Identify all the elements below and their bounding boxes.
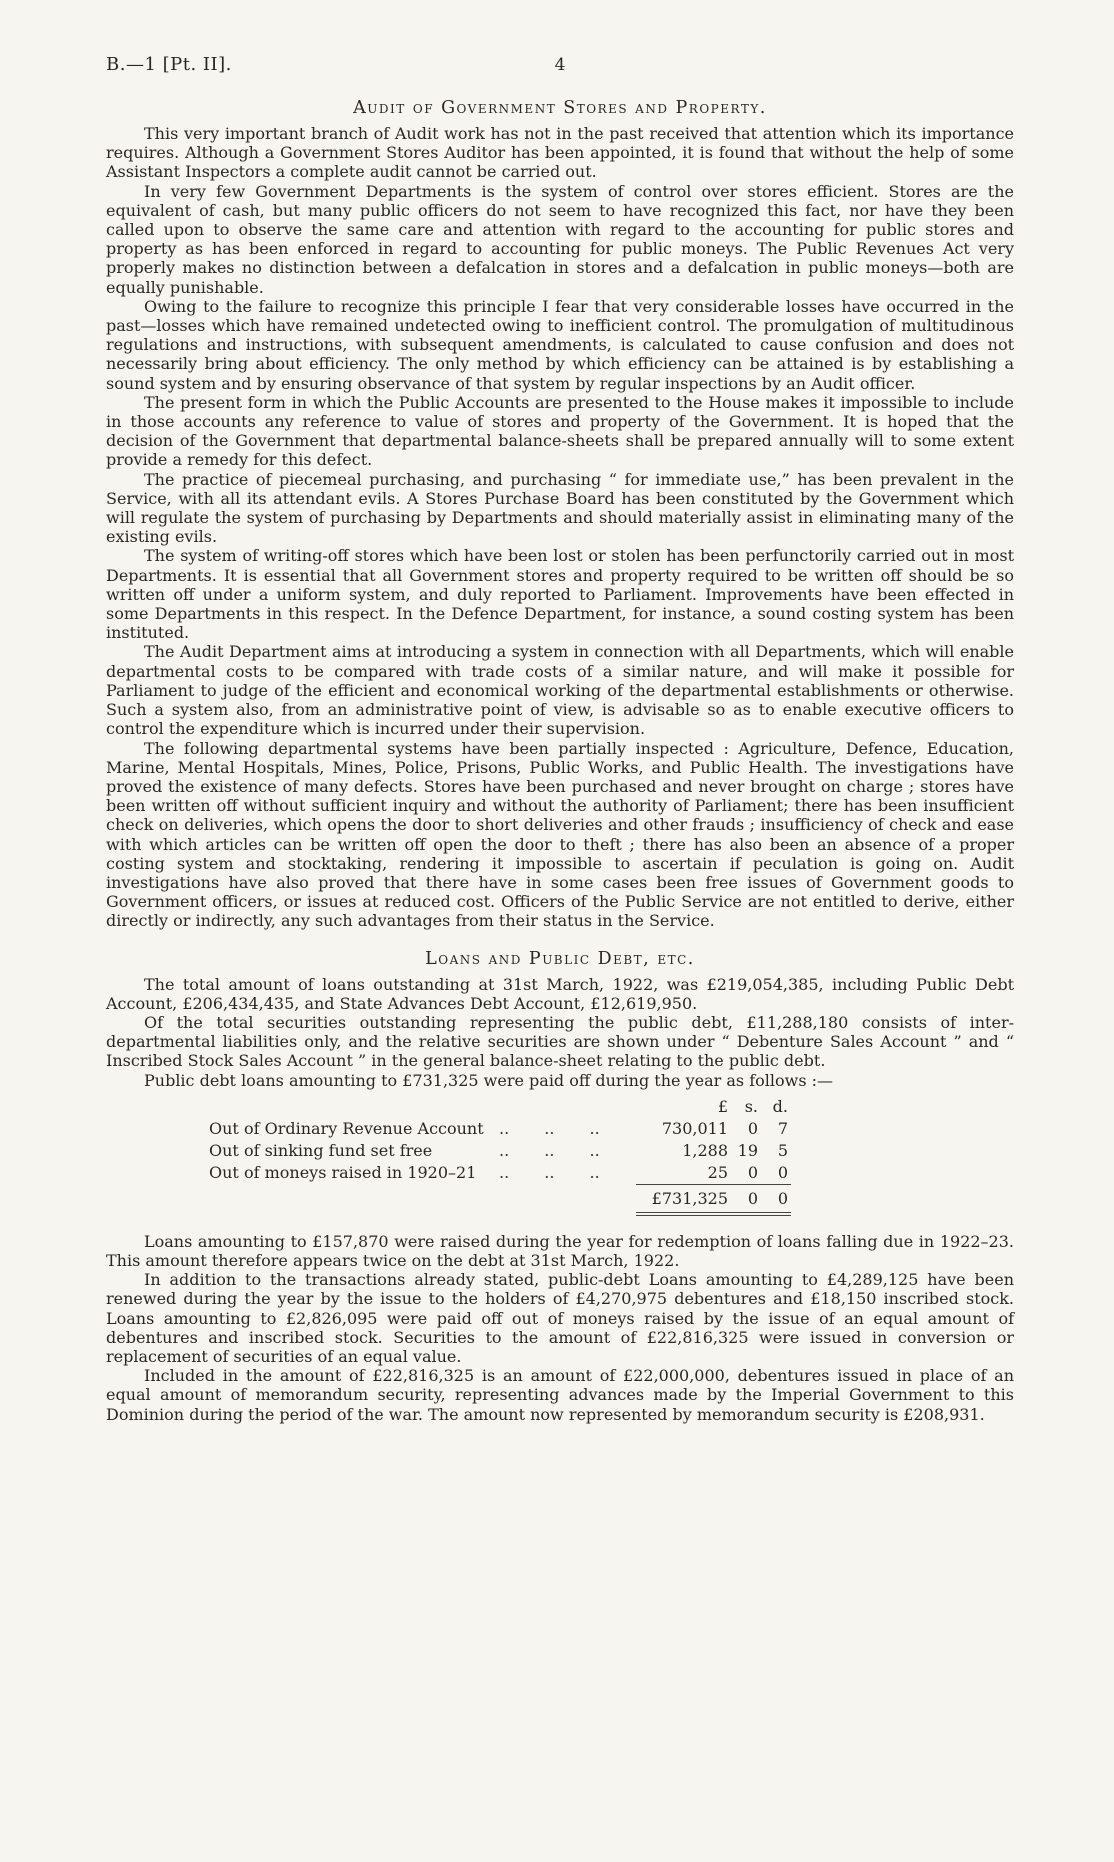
table-header-row <box>206 1096 791 1118</box>
amount-pounds: 25 <box>707 1162 728 1182</box>
column-header-pence: d. <box>772 1096 788 1116</box>
paragraph: Included in the amount of £22,816,325 is an amount of £22,000,000, debentures issued in place of an equal amount of memorandum security, representing advances made by the Imperial Government to this Dominion during the period of the war. The amount now represented by memorandum security is £208,931. <box>106 1366 1014 1424</box>
paragraph: Public debt loans amounting to £731,325 were paid off during the year as follows :— <box>144 1070 833 1090</box>
leader-dots: .. .. .. <box>499 1163 600 1183</box>
amount-pence: 7 <box>777 1118 788 1138</box>
spacer-cell <box>496 1184 636 1214</box>
section-heading-loans: Loans and Public Debt, etc. <box>425 948 695 969</box>
table-total-row <box>206 1184 791 1214</box>
row-label: Out of moneys raised in 1920–21 <box>209 1163 477 1183</box>
amount-pence: 5 <box>777 1140 788 1160</box>
total-shillings: 0 <box>731 1184 761 1214</box>
amount-shillings: 0 <box>747 1118 758 1138</box>
paragraph: Loans amounting to £157,870 were raised during the year for redemption of loans falling due in 1922–23. This amount therefore appears twice on the debt at 31st March, 1922. <box>106 1231 1014 1270</box>
total-pence: 0 <box>761 1184 791 1214</box>
doc-reference: B.—1 [Pt. II]. <box>106 54 232 75</box>
leader-dots: .. .. .. <box>499 1140 600 1160</box>
table-row <box>206 1118 791 1140</box>
paragraph: In addition to the transactions already stated, public-debt Loans amounting to £4,289,125 have been renewed during the year by the issue to the holders of £4,270,975 debentures and £18,150 inscribed stock. Loans amounting to £2,826,095 were paid off out of moneys raised by the issue of an equal amount of debentures and inscribed stock. Securities to the amount of £22,816,325 were issued in conversion or replacement of securities of an equal value. <box>106 1270 1014 1366</box>
amount-pounds: 730,011 <box>661 1118 728 1138</box>
paragraph: The practice of piecemeal purchasing, and purchasing “ for immediate use,” has been prevalent in the Service, with all its attendant evils. A Stores Purchase Board has been constituted by the Government which will regulate the system of purchasing by Departments and should materially assist in eliminating many of the existing evils. <box>106 469 1014 547</box>
paragraph: Of the total securities outstanding representing the public debt, £11,288,180 consists of inter-departmental liabilities only, and the relative securities are shown under “ Debenture Sales Account ” and “ Inscribed Stock Sales Account ” in the general balance-sheet relating to the public debt. <box>106 1012 1014 1071</box>
paragraph: In very few Government Departments is the system of control over stores efficient. Stores are the equivalent of cash, but many public officers do not seem to have recognized this fact, nor have they been called upon to observe the same care and attention with regard to the accounting for public stores and property as has been enforced in regard to accounting for public moneys. The Public Revenues Act very properly makes no distinction between a defalcation in stores and a defalcation in public moneys—both are equally punishable. <box>106 181 1014 297</box>
paragraph: The present form in which the Public Accounts are presented to the House makes it impossible to include in those accounts any reference to value of stores and property of the Government. It is hoped that the decision of the Government that departmental balance-sheets shall be prepared annually will to some extent provide a remedy for this defect. <box>106 392 1014 470</box>
table-row <box>206 1140 791 1162</box>
page-header <box>106 54 1014 88</box>
amount-pence: 0 <box>777 1162 788 1182</box>
leader-dots: .. .. .. <box>499 1118 600 1138</box>
section-heading-stores: Audit of Government Stores and Property. <box>353 98 767 118</box>
paragraph: The following departmental systems have been partially inspected : Agriculture, Defence, Education, Marine, Mental Hospitals, Mines, Police, Prisons, Public Works, and Public Health. The investigations have proved the existence of many defects. Stores have been purchased and never brought on charge ; stores have been written off without sufficient inquiry and without the authority of Parliament; there has been insufficient check on deliveries, which opens the door to short deliveries and other frauds ; insufficiency of check and ease with which articles can be written off open the door to theft ; there has also been an absence of a proper costing system and stocktaking, rendering it impossible to ascertain if peculation is going on. Audit investigations have also proved that there have in some cases been free issues of Government goods to Government officers, or issues at reduced cost. Officers of the Public Service are not entitled to derive, either directly or indirectly, any such advantages from their status in the Service. <box>106 738 1014 931</box>
column-header-shillings: s. <box>744 1096 758 1116</box>
page-number: 4 <box>554 55 566 75</box>
spacer-cell <box>496 1096 636 1118</box>
row-label: Out of sinking fund set free <box>209 1140 433 1160</box>
amount-pounds: 1,288 <box>682 1140 728 1160</box>
column-header-pounds: £ <box>717 1096 728 1116</box>
table-row <box>206 1162 791 1185</box>
public-debt-repayments-table <box>206 1096 791 1216</box>
paragraph: Owing to the failure to recognize this principle I fear that very considerable losses have occurred in the past—losses which have remained undetected owing to inefficient control. The promulgation of multitudinous regulations and instructions, with subsequent amendments, is calculated to cause confusion and does not necessarily bring about efficiency. The only method by which efficiency can be attained is by establishing a sound system and by ensuring observance of that system by regular inspections by an Audit officer. <box>106 296 1014 393</box>
total-pounds: £731,325 <box>636 1184 731 1214</box>
paragraph: This very important branch of Audit work has not in the past received that attention which its importance requires. Although a Government Stores Auditor has been appointed, it is found that without the help of some Assistant Inspectors a complete audit cannot be carried out. <box>106 124 1014 182</box>
paragraph: The total amount of loans outstanding at 31st March, 1922, was £219,054,385, including Public Debt Account, £206,434,435, and State Advances Debt Account, £12,619,950. <box>106 974 1014 1013</box>
row-label: Out of Ordinary Revenue Account <box>209 1118 484 1138</box>
amount-shillings: 0 <box>747 1162 758 1182</box>
amount-shillings: 19 <box>737 1140 758 1160</box>
spacer-cell <box>206 1184 496 1214</box>
paragraph: The system of writing-off stores which have been lost or stolen has been perfunctorily carried out in most Departments. It is essential that all Government stores and property required to be written off should be so written off under a uniform system, and duly reported to Parliament. Improvements have been effected in some Departments in this respect. In the Defence Department, for instance, a sound costing system has been instituted. <box>106 546 1014 643</box>
spacer-cell <box>206 1096 496 1118</box>
paragraph: The Audit Department aims at introducing a system in connection with all Departments, which will enable departmental costs to be compared with trade costs of a similar nature, and will make it possible for Parliament to judge of the efficient and economical working of the departmental establishments or otherwise. Such a system also, from an administrative point of view, is advisable so as to enable executive officers to control the expenditure which is incurred under their supervision. <box>106 642 1014 739</box>
